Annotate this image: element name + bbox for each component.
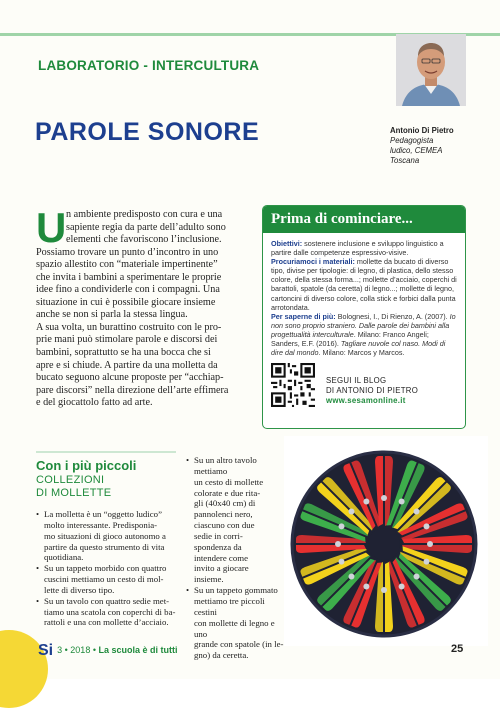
intro-line: sapiente regia da parte dell’adulto sono: [66, 221, 226, 233]
subsection-subtitle-line: DI MOLLETTE: [36, 487, 112, 499]
list-line: grande con spatole (in le-: [194, 639, 284, 650]
list-item: [186, 455, 286, 585]
intro-line: apre e si chiude. A partire da una molletta da: [36, 359, 218, 371]
list-item: [36, 596, 176, 629]
list-line: insieme.: [194, 574, 224, 585]
blog-promo: [326, 376, 418, 406]
list-line: intendere come: [194, 552, 248, 563]
list-line: invito a giocare: [194, 563, 249, 574]
list-line: gno) da ceretta.: [194, 650, 249, 661]
magazine-name: La scuola è di tutti: [98, 645, 178, 655]
subsection-title: Con i più piccoli: [36, 458, 137, 473]
author-name: Antonio Di Pietro: [390, 126, 454, 135]
more-text-1: Bolognesi, I., Di Rienzo, A. (2007).: [335, 311, 450, 321]
page-number: 25: [451, 643, 464, 655]
box-heading: Prima di cominciare...: [263, 206, 465, 233]
blog-link[interactable]: www.sesamonline.it: [326, 396, 406, 405]
materials-label: Procuriamoci i materiali:: [271, 257, 355, 267]
list-line: spondenza da: [194, 541, 242, 552]
list-item: [186, 585, 286, 661]
more-label: Per saperne di più:: [271, 311, 336, 321]
list-line: • Su un tappeto morbido con quattro: [44, 563, 167, 574]
list-line: • Su un tavolo con quattro sedie met-: [44, 595, 170, 606]
list-line: un cesto di mollette: [194, 476, 264, 487]
subsection-subtitle: [36, 474, 111, 500]
intro-line: elementi che favoriscono l’inclusione.: [66, 234, 222, 246]
author-credit: [390, 126, 454, 166]
list-line: colorate e due rita-: [194, 487, 261, 498]
more-text-2: . Milano: Franco Angeli; Sanders, E.F. (2016).: [271, 329, 429, 349]
subsection-subtitle-line: COLLEZIONI: [36, 474, 105, 486]
intro-line: prie mani può stimolare parole e discorsi dei: [36, 334, 218, 346]
more-text-3: . Milano: Marcos y Marcos.: [318, 348, 405, 358]
list-line: gli (40x40 cm) di: [194, 498, 256, 509]
intro-line: n ambiente predisposto con cura e una: [66, 209, 223, 220]
subsection-rule: [36, 451, 176, 453]
list-item: [36, 563, 176, 596]
blog-line-1: SEGUI IL BLOG: [326, 376, 387, 385]
intro-line: bambini, soprattutto se ha una bocca che si: [36, 347, 211, 359]
intro-text: [36, 204, 241, 410]
intro-line: Possiamo trovare un punto d’incontro in uno: [36, 246, 219, 258]
list-line: tiamo una scatola con coperchi di ba-: [44, 606, 176, 617]
brand-logo: Si: [38, 642, 54, 659]
objectives-text: sostenere inclusione e sviluppo linguistico a partire dalle competenze espressivo-visive.: [271, 239, 444, 258]
list-line: cuscini mettiamo un cesto di mol-: [44, 574, 164, 585]
section-label: LABORATORIO - INTERCULTURA: [38, 58, 260, 73]
list-line: pannolenci nero,: [194, 509, 253, 520]
materials-text: mollette da bucato di diverso tipo, divise per tipologie: di legno, di plastica, dello stesso colore, della stessa forma...; mollette d’acciaio, coperchi di barattoli, spatole (da ceretta) di legno...; mollette di legno, cartoncini di diverso colore, colla stick e forbici dalla punta arrotondata.: [271, 257, 457, 312]
intro-line: bucato seguono alcune proposte per “acchiap-: [36, 372, 224, 384]
qr-code-icon[interactable]: [271, 363, 315, 407]
list-line: sedie in corri-: [194, 530, 243, 541]
page-title: PAROLE SONORE: [35, 118, 260, 146]
prima-di-cominciare-box: [262, 205, 466, 429]
list-line: con mollette di legno e uno: [194, 617, 275, 639]
box-body: [271, 239, 459, 357]
clothespins-photo: [284, 436, 488, 646]
more-italic-1: Io non sono proprio straniero. Dalle parole dei bambini alla progettualità interculturale: [271, 311, 456, 339]
list-line: mettiamo tre piccoli cestini: [194, 595, 265, 617]
list-line: • La molletta è un “oggetto ludico”: [44, 509, 162, 519]
intro-line: anche se non si parla la stessa lingua.: [36, 309, 188, 321]
list-line: mo situazioni di gioco autonomo a: [44, 530, 166, 541]
intro-line: spazio allestito con “materiale impertinente”: [36, 259, 218, 271]
blog-line-2: DI ANTONIO DI PIETRO: [326, 386, 419, 395]
list-line: lette di diverso tipo.: [44, 584, 115, 595]
more-italic-2: Tagliare nuvole col naso. Modi di dire dal mondo: [271, 339, 446, 358]
intro-line: pare discorsi” nella direzione dell’arte effimera: [36, 384, 229, 396]
objectives-label: Obiettivi:: [271, 239, 303, 248]
author-role-1: Pedagogista: [390, 136, 434, 145]
issue-year: 2018: [70, 645, 91, 655]
intro-line: e del giocattolo fatto ad arte.: [36, 397, 153, 409]
list-line: • Su un altro tavolo mettiamo: [194, 455, 257, 476]
list-line: • Su un tappeto gommato: [194, 585, 278, 596]
list-line: partire da questo strumento di vita: [44, 541, 165, 552]
author-role-3: Toscana: [390, 156, 420, 165]
intro-line: A sua volta, un burattino costruito con le pro-: [36, 321, 222, 333]
author-photo: [396, 34, 466, 106]
list-line: rattoli e una con mollette d’acciaio.: [44, 617, 169, 628]
drop-cap: U: [36, 204, 67, 251]
intro-line: situazione in cui è possibile giocare insieme: [36, 296, 216, 308]
list-line: molto interessante. Predisponia-: [44, 519, 158, 530]
list-line: quotidiana.: [44, 552, 84, 563]
list-item: [36, 509, 176, 563]
list-line: ciascuno con due: [194, 520, 255, 531]
activity-list-col2: [186, 455, 286, 661]
issue-number: 3: [57, 645, 63, 655]
activity-list-col1: [36, 509, 176, 628]
intro-line: che invita i bambini a sperimentare le proprie: [36, 271, 222, 283]
intro-line: idee fino a condividerle con i compagni. Una: [36, 284, 220, 296]
author-role-2: ludico, CEMEA: [390, 146, 443, 155]
footer: Si 3 • 2018 • La scuola è di tutti: [38, 642, 178, 659]
